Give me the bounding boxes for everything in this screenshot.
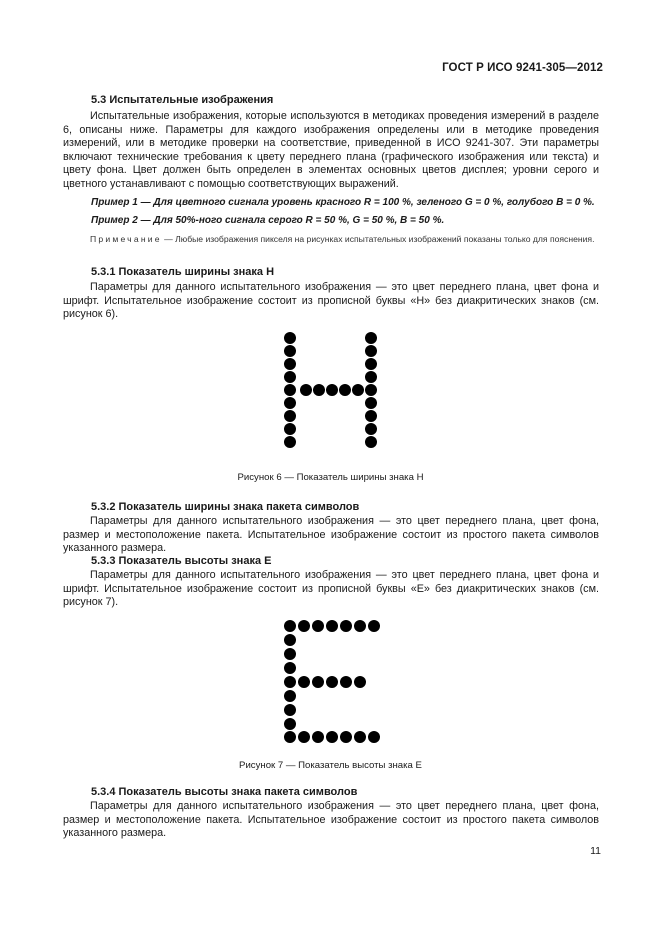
pixel-dot (368, 620, 380, 632)
pixel-dot (365, 345, 377, 357)
pixel-dot (365, 371, 377, 383)
example-1: Пример 1 — Для цветного сигнала уровень красного R = 100 %, зеленого G = 0 %, голубого B = 0 %. (91, 197, 595, 208)
pixel-dot (326, 384, 338, 396)
pixel-dot (284, 676, 296, 688)
pixel-dot (284, 718, 296, 730)
pixel-dot (365, 423, 377, 435)
pixel-dot (284, 384, 296, 396)
pixel-dot (340, 620, 352, 632)
pixel-dot (326, 731, 338, 743)
page-number: 11 (590, 845, 601, 857)
section-5-3-2-paragraph: Параметры для данного испытательного изображения — это цвет переднего плана, цвет фона, размер и местоположение пакета. Испытательное изображение состоит из простого пакета символов указанного размера. (63, 515, 599, 555)
section-5-3-3-paragraph: Параметры для данного испытательного изображения — это цвет переднего плана, цвет фона и шрифт. Испытательное изображение состоит из прописной буквы «Е» без диакритических знаков (см. рисунок 7). (63, 569, 599, 609)
pixel-dot (365, 332, 377, 344)
pixel-dot (312, 620, 324, 632)
note-text: — Любые изображения пикселя на рисунках испытательных изображений показаны только для пояснения. (161, 234, 595, 244)
pixel-dot (284, 423, 296, 435)
figure-6-caption: Рисунок 6 — Показатель ширины знака Н (237, 472, 424, 483)
pixel-dot (284, 332, 296, 344)
pixel-dot (352, 384, 364, 396)
document-header: ГОСТ Р ИСО 9241-305—2012 (442, 62, 603, 74)
section-5-3-4-heading: 5.3.4 Показатель высоты знака пакета символов (91, 786, 358, 798)
pixel-dot (284, 436, 296, 448)
section-5-3-paragraph: Испытательные изображения, которые используются в методиках проведения измерений в разделе 6, описаны ниже. Параметры для каждого изображения определены или в методике проведения измерений, или в методике проверки на соответствие, приведенной в ИСО 9241-307. Эти параметры включают технические требования к цвету переднего плана (графического изображения или текста) и цвету фона. Цвет должен быть определен в элементах основных цветов дисплея; уровни серого и цветного устанавливают с помощью соответствующих выражений. (63, 110, 599, 190)
pixel-dot (326, 620, 338, 632)
pixel-dot (354, 731, 366, 743)
pixel-dot (284, 648, 296, 660)
section-5-3-3-heading: 5.3.3 Показатель высоты знака Е (91, 555, 272, 567)
pixel-dot (284, 634, 296, 646)
pixel-dot (284, 345, 296, 357)
pixel-dot (284, 358, 296, 370)
section-5-3-4-paragraph: Параметры для данного испытательного изображения — это цвет переднего плана, цвет фона, размер и местоположение пакета. Испытательное изображение состоит из простого пакета символов указанного размера. (63, 800, 599, 840)
note-label: Примечание (90, 234, 162, 244)
pixel-dot (365, 436, 377, 448)
example-2: Пример 2 — Для 50%-ного сигнала серого R = 50 %, G = 50 %, B = 50 %. (91, 215, 445, 226)
pixel-dot (365, 384, 377, 396)
pixel-dot (339, 384, 351, 396)
pixel-dot (312, 731, 324, 743)
note (63, 234, 601, 246)
section-5-3-1-heading: 5.3.1 Показатель ширины знака Н (91, 266, 275, 278)
pixel-dot (298, 620, 310, 632)
section-5-3-heading: 5.3 Испытательные изображения (91, 94, 274, 106)
pixel-dot (340, 676, 352, 688)
pixel-dot (313, 384, 325, 396)
pixel-dot (284, 620, 296, 632)
pixel-dot (284, 662, 296, 674)
pixel-dot (354, 620, 366, 632)
pixel-dot (340, 731, 352, 743)
pixel-dot (284, 371, 296, 383)
pixel-dot (354, 676, 366, 688)
pixel-dot (298, 676, 310, 688)
section-5-3-2-heading: 5.3.2 Показатель ширины знака пакета символов (91, 501, 360, 513)
pixel-dot (298, 731, 310, 743)
pixel-dot (326, 676, 338, 688)
pixel-dot (284, 731, 296, 743)
pixel-dot (284, 704, 296, 716)
figure-7-caption: Рисунок 7 — Показатель высоты знака Е (239, 760, 422, 771)
pixel-dot (284, 690, 296, 702)
pixel-dot (284, 410, 296, 422)
pixel-dot (365, 410, 377, 422)
section-5-3-1-paragraph: Параметры для данного испытательного изображения — это цвет переднего плана, цвет фона и шрифт. Испытательное изображение состоит из прописной буквы «Н» без диакритических знаков (см. рисунок 6). (63, 281, 599, 321)
pixel-dot (365, 358, 377, 370)
pixel-dot (284, 397, 296, 409)
pixel-dot (368, 731, 380, 743)
pixel-dot (365, 397, 377, 409)
pixel-dot (312, 676, 324, 688)
pixel-dot (300, 384, 312, 396)
